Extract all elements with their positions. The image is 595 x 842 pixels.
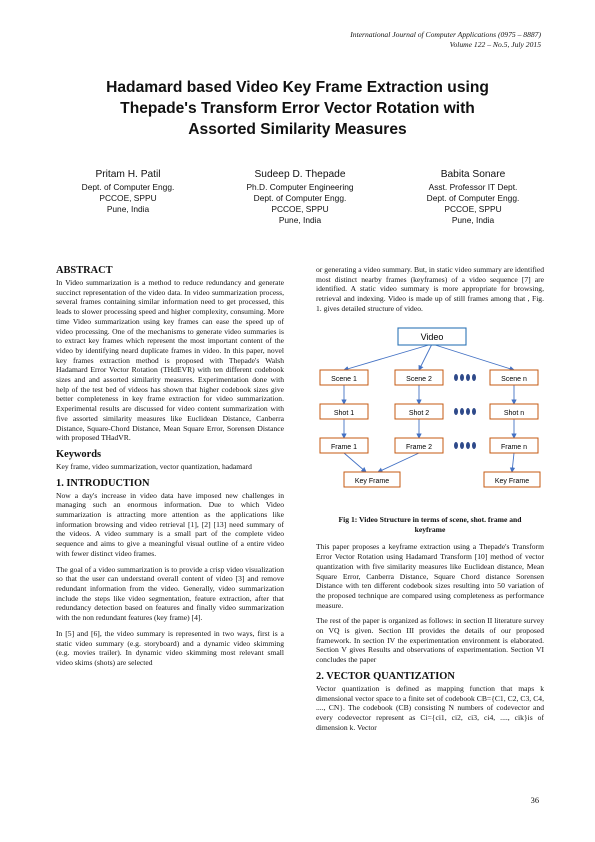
author-block-2 — [215, 168, 385, 226]
shot-n-label: Shot n — [503, 409, 525, 417]
frame-1-label: Frame 1 — [330, 443, 358, 451]
shot-2-label: Shot 2 — [408, 409, 430, 417]
author-affiliation: PCCOE, SPPU — [444, 204, 502, 214]
scene-2-label: Scene 2 — [406, 375, 432, 383]
title-line-3: Assorted Similarity Measures — [188, 121, 407, 138]
title-line-2: Thepade's Transform Error Vector Rotation with — [120, 100, 475, 117]
author-affiliation: Ph.D. Computer Engineering — [246, 182, 354, 192]
proposal-paragraph: This paper proposes a keyframe extraction using a Thepade's Transform Error Vector Rotation using Hadamard Transform [10] method of vector quantization with five similarity measures like Euclidean distance, Mean Square Error, Canberra Distance, Square Chord distance Sorensen Distance with ten different codebook sizes resulting into 50 variation of the proposed technique are compared using completeness as performance measure. — [316, 542, 544, 610]
abstract-text: In Video summarization is a method to reduce redundancy and generate succinct representation of the video data. In video summarization process, several frames containing similar information need to get processed, this leads to slower processing speed and higher complexity, consuming. More time Video summarization using key frames can ease the speed up of video processing. One of the mechanisms to generate video summaries is to extract key frames which represent the most important content of the video by identifying neard duplicate frames in video. In this paper, novel key frames extraction method is proposed with Thepade's Walsh Hadamard Error Vector Rotation (THdEVR) with ten different codebook sizes and and assorted similarity measures. Experimentation done with help of the test bed of videos has shown that higher codebook sizes give better completeness in key frame extraction for video summarization. Experimental results are discussed for video content summarization with five assorted similarity measures like Euclidean Distance, Canberra Distance, Square-Chord Distance, Mean Square Error, Sorensen Distance with proposed THadVR. — [56, 278, 284, 443]
author-block-1 — [48, 168, 208, 215]
vector-quantization-text: Vector quantization is defined as mapping function that maps k dimensional vector space to a finite set of codebook CB={C1, C2, C3, C4, ...., CN}. The codebook (CB) consisting N numbers of codevector and every codevector represent as Ci={ci1, ci2, ci3, ci4, ...., cik}is of dimension k. Vector — [316, 683, 544, 732]
author-name: Babita Sonare — [440, 169, 506, 180]
scene-1-label: Scene 1 — [331, 375, 357, 383]
shot-1-label: Shot 1 — [333, 409, 355, 417]
author-affiliation: Dept. of Computer Engg. — [426, 193, 520, 203]
abstract-heading: ABSTRACT — [56, 265, 113, 276]
author-affiliation: Pune, India — [278, 215, 322, 225]
introduction-paragraph-3: In [5] and [6], the video summary is represented in two ways, first is a static video summary (e.g. storyboard) and a dynamic video skimming (e.g. movies trailer). In dynamic video skimming most relevant small video skims (shots) are selected — [56, 628, 284, 667]
figure-1-caption: Fig 1: Video Structure in terms of scene, shot. frame and keyframe — [338, 515, 522, 534]
frame-n-label: Frame n — [500, 443, 528, 451]
journal-name: International Journal of Computer Applications (0975 – 8887) — [350, 30, 541, 39]
keywords-text: Key frame, video summarization, vector quantization, hadamard — [56, 461, 252, 471]
author-block-3 — [388, 168, 558, 226]
author-affiliation: Dept. of Computer Engg. — [253, 193, 347, 203]
author-affiliation: Pune, India — [451, 215, 495, 225]
left-column — [56, 265, 284, 674]
intro-continuation: or generating a video summary. But, in static video summary are identified most distinct nearby frames (keyframes) of a video sequence [7] are identified. A static video summary is more appropriate for browsing, retrieval and indexing. Video is made up of still frames among that , Fig. 1. gives detailed structure of video. — [316, 265, 544, 313]
title-line-1: Hadamard based Video Key Frame Extraction using — [106, 79, 489, 96]
introduction-heading: 1. INTRODUCTION — [56, 477, 150, 489]
right-column — [316, 265, 544, 738]
frame-2-label: Frame 2 — [405, 443, 433, 451]
author-name: Pritam H. Patil — [95, 169, 161, 180]
journal-header — [350, 30, 541, 50]
author-affiliation: Asst. Professor IT Dept. — [428, 182, 518, 192]
keyframe-2-label: Key Frame — [494, 477, 530, 485]
author-affiliation: Pune, India — [106, 204, 150, 214]
vector-quantization-heading: 2. VECTOR QUANTIZATION — [316, 670, 455, 682]
page-number: 36 — [530, 796, 539, 805]
author-name: Sudeep D. Thepade — [254, 169, 346, 180]
introduction-paragraph-1: Now a day's increase in video data have imposed new challenges in managing such an enormous information. Due to which Video summarization is attracting more attention as the applications like information browsing and video retrieval [1], [2] [13] need summary of the videos. A video summary is a small part of the complete video sequence and aims to give a meaningful visual outline of a entire video with fewer distinct video frames. — [56, 490, 284, 558]
video-structure-diagram — [316, 324, 544, 510]
paper-title — [40, 77, 555, 140]
author-affiliation: Dept. of Computer Engg. — [81, 182, 175, 192]
scene-n-label: Scene n — [501, 375, 527, 383]
ellipsis-dots — [454, 374, 476, 449]
author-affiliation: PCCOE, SPPU — [99, 193, 157, 203]
keywords-heading: Keywords — [56, 448, 102, 460]
video-label: Video — [420, 331, 444, 342]
introduction-paragraph-2: The goal of a video summarization is to provide a crisp video visualization so that the user can understand overall content of video [3] and remove redundant information from the video. Generally, video summarization include the steps like video segmentation, feature extraction, after that redundancy detection based on features and finally video summarization with the non redundant features (key frame) [4]. — [56, 564, 284, 623]
journal-volume: Volume 122 – No.5, July 2015 — [449, 40, 541, 49]
author-affiliation: PCCOE, SPPU — [271, 204, 329, 214]
keyframe-1-label: Key Frame — [354, 477, 390, 485]
organization-paragraph: The rest of the paper is organized as follows: in section II literature survey on VQ is given. Section III provides the details of our proposed framework. In section IV the experimentation environment is elaborated. Section V gives Results and observations of experimentation. Section VI concludes the paper — [316, 616, 544, 665]
